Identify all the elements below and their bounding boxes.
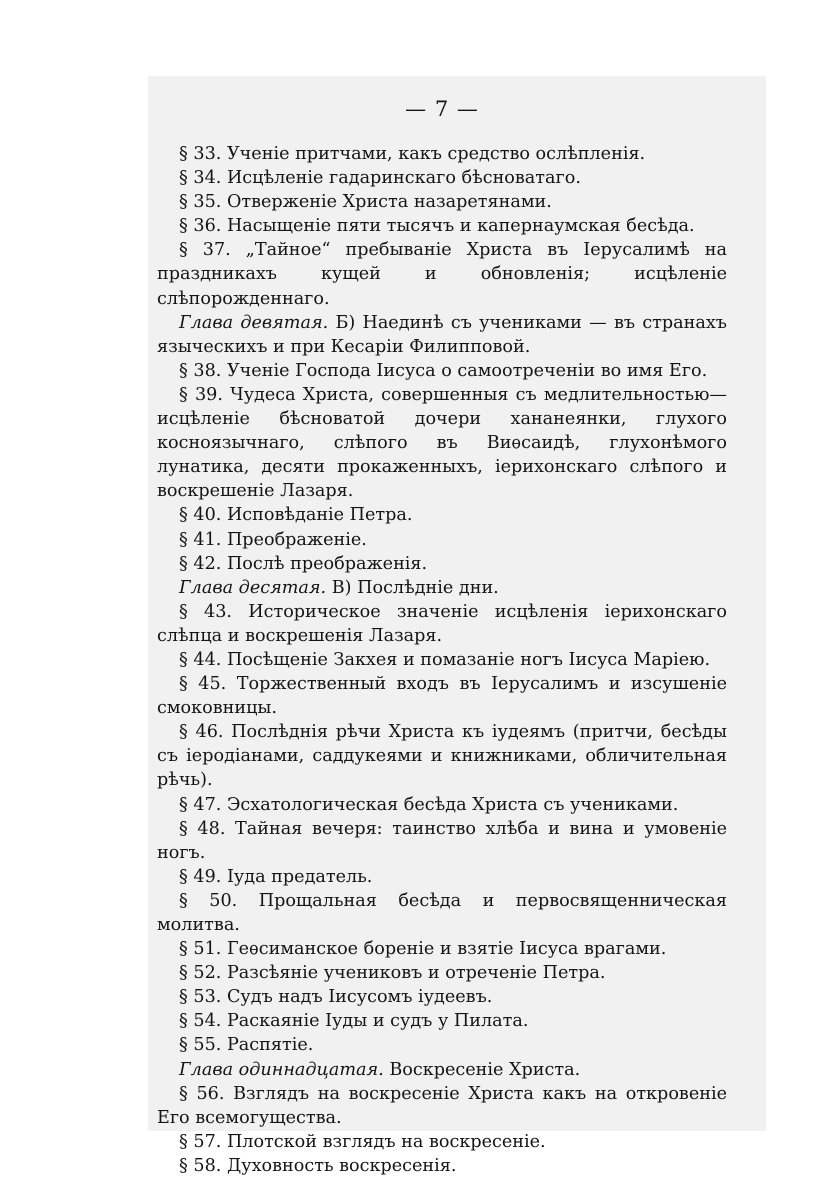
paragraph: § 40. Исповѣданіе Петра. — [179, 505, 413, 526]
chapter-heading-paragraph: Глава десятая. В) Послѣдніе дни. — [179, 577, 499, 598]
paragraph: § 54. Раскаяніе Іуды и судъ у Пилата. — [179, 1011, 529, 1032]
paragraph: § 43. Историческое значеніе исцѣленія іерихонскаго слѣпца и воскрешенія Лазаря. — [157, 601, 727, 646]
page-number: — 7 — — [405, 97, 479, 121]
paragraph: § 57. Плотской взглядъ на воскресеніе. — [179, 1131, 546, 1152]
paragraph: § 55. Распятіе. — [179, 1035, 314, 1056]
chapter-heading-paragraph: Глава одиннадцатая. Воскресеніе Христа. — [179, 1059, 581, 1080]
paragraph: § 46. Послѣднія рѣчи Христа къ іудеямъ (притчи, бесѣды съ іеродіанами, саддукеями и книжниками, обличительная рѣчь). — [157, 722, 727, 791]
paragraph: § 52. Разсѣяніе учениковъ и отреченіе Петра. — [179, 963, 606, 984]
paragraph: § 51. Геѳсиманское бореніе и взятіе Іисуса врагами. — [179, 939, 667, 960]
chapter-heading-paragraph: Глава девятая. Б) Наединѣ съ учениками — въ странахъ языческихъ и при Кесаріи Филипповой. — [157, 312, 727, 357]
paragraph: § 56. Взглядъ на воскресеніе Христа какъ на откровеніе Его всемогущества. — [157, 1083, 727, 1128]
paragraph: § 41. Преображеніе. — [179, 529, 367, 550]
paragraph: § 38. Ученіе Господа Іисуса о самоотреченіи во имя Его. — [179, 360, 708, 381]
paragraph: § 58. Духовность воскресенія. — [179, 1155, 457, 1176]
paragraph: § 34. Исцѣленіе гадаринскаго бѣсноватаго. — [179, 168, 581, 189]
chapter-title: Глава девятая. — [179, 312, 329, 333]
paragraph: § 33. Ученіе притчами, какъ средство ослѣпленія. — [179, 144, 646, 164]
paragraph: § 35. Отверженіе Христа назаретянами. — [179, 192, 552, 213]
paragraph: § 36. Насыщеніе пяти тысячъ и капернаумская бесѣда. — [179, 216, 695, 237]
paragraph: § 45. Торжественный входъ въ Іерусалимъ и изсушеніе смоковницы. — [157, 674, 727, 719]
paragraph: § 42. Послѣ преображенія. — [179, 553, 428, 574]
paragraph: § 49. Іуда предатель. — [179, 866, 373, 887]
paragraph: § 37. „Тайное“ пребываніе Христа въ Іерусалимѣ на праздникахъ кущей и обновленія; исцѣленіе слѣпорожденнаго. — [157, 240, 727, 309]
paragraph: § 50. Прощальная бесѣда и первосвященническая молитва. — [157, 890, 727, 935]
paragraph: § 53. Судъ надъ Іисусомъ іудеевъ. — [179, 987, 493, 1008]
chapter-title: Глава одиннадцатая. — [179, 1059, 384, 1080]
paragraph: § 48. Тайная вечеря: таинство хлѣба и вина и умовеніе ногъ. — [157, 818, 727, 863]
paragraph: § 39. Чудеса Христа, совершенныя съ медлительностью— исцѣленіе бѣсноватой дочери хананеянки, глухого косноязычнаго, слѣпого въ Виѳсаидѣ, глухонѣмого лунатика, десяти прокаженныхъ, іерихонскаго слѣпого и воскрешеніе Лазаря. — [157, 384, 727, 502]
chapter-title: Глава десятая. — [179, 577, 327, 598]
paragraph: § 44. Посѣщеніе Закхея и помазаніе ногъ Іисуса Маріею. — [179, 649, 711, 670]
page-text — [157, 94, 727, 1178]
paragraph: § 47. Эсхатологическая бесѣда Христа съ учениками. — [179, 794, 679, 815]
